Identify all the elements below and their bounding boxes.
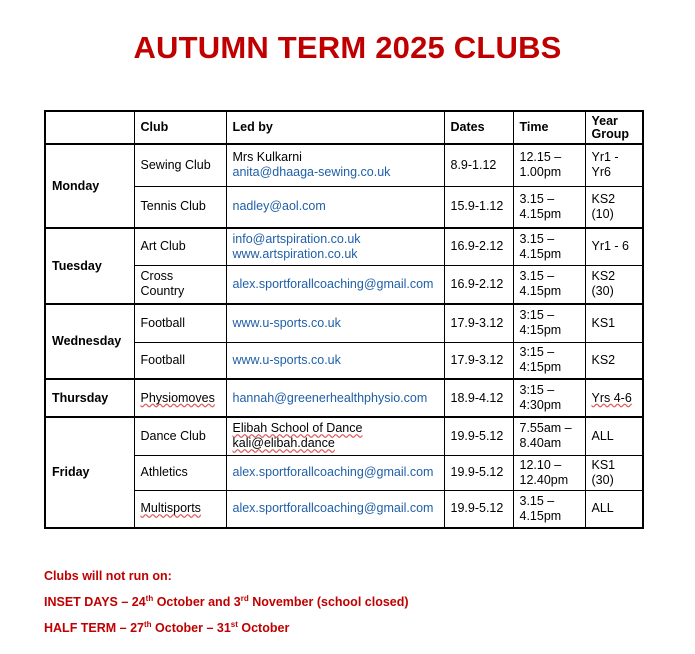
time-cell: 12.10 – 12.40pm [513,455,585,490]
day-cell: Friday [45,417,134,528]
page-title: AUTUMN TERM 2025 CLUBS [133,30,562,65]
time-cell: 3.15 – 4.15pm [513,490,585,528]
year-cell [585,379,643,417]
led-by-email-link[interactable]: hannah@greenerhealthphysio.com [226,379,444,417]
table-row [45,417,643,455]
club-cell: Sewing Club [134,144,226,186]
led-by-email-link[interactable]: info@artspiration.co.uk [232,231,361,246]
notes-heading: Clubs will not run on: [44,569,172,583]
led-by-cell [226,228,444,265]
table-header-row [45,111,643,144]
table-row [45,228,643,265]
table-row [45,379,643,417]
clubs-table [44,110,644,529]
club-cell: Art Club [134,228,226,265]
closure-notes [44,568,409,646]
inset-days-note: INSET DAYS – 24th October and 3rd November (school closed) [44,593,409,609]
day-cell: Tuesday [45,228,134,304]
club-name: Multisports [140,501,201,516]
club-cell: Tennis Club [134,186,226,228]
club-cell: Athletics [134,455,226,490]
led-by-cell [226,144,444,186]
header-dates: Dates [444,111,513,144]
led-by-email-link[interactable]: anita@dhaaga-sewing.co.uk [232,165,391,180]
half-term-note: HALF TERM – 27th October – 31st October [44,619,290,635]
day-cell: Monday [45,144,134,228]
table-row [45,455,643,490]
year-cell: KS1 [585,304,643,342]
time-cell: 3:15 – 4:15pm [513,342,585,379]
time-cell: 12.15 – 1.00pm [513,144,585,186]
year-cell: KS1 (30) [585,455,643,490]
dates-cell: 16.9-2.12 [444,228,513,265]
year-value: Yrs 4-6 [591,390,632,405]
club-cell: Football [134,342,226,379]
club-cell: Football [134,304,226,342]
led-by-website-link[interactable]: www.u-sports.co.uk [226,342,444,379]
header-time: Time [513,111,585,144]
table-row [45,304,643,342]
table-row [45,490,643,528]
dates-cell: 15.9-1.12 [444,186,513,228]
time-cell: 3:15 – 4:15pm [513,304,585,342]
led-by-name: Elibah School of Dance [232,421,363,436]
led-by-email-link[interactable]: alex.sportforallcoaching@gmail.com [226,455,444,490]
dates-cell: 16.9-2.12 [444,265,513,304]
dates-cell: 17.9-3.12 [444,304,513,342]
club-cell [134,379,226,417]
year-cell: ALL [585,490,643,528]
led-by-email-link[interactable]: nadley@aol.com [226,186,444,228]
dates-cell: 19.9-5.12 [444,417,513,455]
dates-cell: 19.9-5.12 [444,490,513,528]
club-cell [134,490,226,528]
year-cell: KS2 [585,342,643,379]
led-by-email-link[interactable]: alex.sportforallcoaching@gmail.com [226,490,444,528]
year-cell: Yr1 - 6 [585,228,643,265]
time-cell: 3.15 – 4.15pm [513,265,585,304]
time-cell: 7.55am – 8.40am [513,417,585,455]
year-cell: Yr1 - Yr6 [585,144,643,186]
time-cell: 3.15 – 4.15pm [513,186,585,228]
header-day [45,111,134,144]
club-cell: Dance Club [134,417,226,455]
led-by-name: Mrs Kulkarni [232,150,302,165]
day-cell: Wednesday [45,304,134,379]
day-cell: Thursday [45,379,134,417]
time-cell: 3:15 – 4:30pm [513,379,585,417]
header-club: Club [134,111,226,144]
dates-cell: 8.9-1.12 [444,144,513,186]
led-by-email-link[interactable]: alex.sportforallcoaching@gmail.com [226,265,444,304]
led-by-cell [226,417,444,455]
table-row [45,144,643,186]
header-led-by: Led by [226,111,444,144]
table-row [45,265,643,304]
led-by-email: kali@elibah.dance [232,436,335,451]
time-cell: 3.15 – 4.15pm [513,228,585,265]
year-cell: ALL [585,417,643,455]
led-by-website-link[interactable]: www.artspiration.co.uk [232,246,358,261]
year-cell: KS2 (10) [585,186,643,228]
dates-cell: 18.9-4.12 [444,379,513,417]
table-row [45,342,643,379]
club-cell: Cross Country [134,265,226,304]
led-by-website-link[interactable]: www.u-sports.co.uk [226,304,444,342]
dates-cell: 17.9-3.12 [444,342,513,379]
table-row [45,186,643,228]
club-name: Physiomoves [140,390,215,405]
dates-cell: 19.9-5.12 [444,455,513,490]
header-year-group: Year Group [585,111,643,144]
year-cell: KS2 (30) [585,265,643,304]
